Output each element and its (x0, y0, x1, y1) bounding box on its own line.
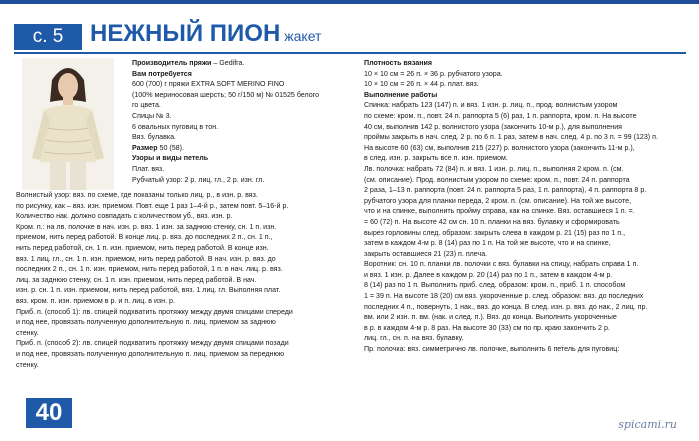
right-line: вырез горловины след. образом: закрыть слева в каждом р. 21 (15) раз по 1 п., (364, 228, 626, 237)
right-line: 1 = 39 п. На высоте 18 (20) см вяз. укороченные р. след. образом: вяз. до последних (364, 292, 644, 301)
intro-line: Производитель пряжи – Gedifra. (132, 59, 245, 67)
body-line: стенку. (16, 328, 39, 337)
right-line: Воротник: сн. 10 п. планки лв. полочки с вяз. булавки на спицу, набрать справа 1 п. (364, 260, 639, 269)
pattern-title (90, 20, 321, 48)
title-subtitle: жакет (284, 28, 322, 44)
top-bar (0, 0, 699, 4)
right-line: Пр. полочка: вяз. симметрично лв. полочке, выполнить 6 петель для пуговиц: (364, 345, 620, 354)
intro-line: Узоры и виды петель (132, 154, 209, 163)
right-line: последних 4 п., повернуть, 1 нак., вяз. до конца. В след. изн. р. вяз. до нак., 2 лиц. пр. (364, 302, 648, 311)
right-line: 10 × 10 см = 26 п. × 36 р. рубчатого узора. (364, 69, 503, 78)
body-line: приемом, нить перед работой. В конце лиц. р. вяз. до последних 2 п., сн. 1 п., (16, 233, 273, 242)
intro-line: Рубчатый узор: 2 р. лиц. гл., 2 р. изн. гл. (132, 175, 265, 184)
right-line: в след. изн. р. закрыть все п. изн. приемом. (364, 154, 508, 163)
body-line: вяз. кром. п. изн. приемом в р. и п. лиц. в изн. р. (16, 296, 175, 305)
right-line: (см. описание). Прод. волнистым узором по схеме: кром. п., повт. 24 п. раппорта (364, 175, 630, 184)
right-line: Лв. полочка: набрать 72 (84) п. и вяз. 1 изн. р. лиц. п., выполняя 2 кром. п. (см. (364, 164, 624, 173)
body-line: Приб. п. (способ 2): лв. спицей подхватить протяжку между двумя спицами позади (16, 339, 289, 348)
page-number: 40 (26, 398, 72, 428)
body-line: лиц. за заднюю стенку, сн. 1 п. изн. приемом, нить перед работой. В нач. (16, 275, 257, 284)
body-line: последних 2 п., сн. 1 п. изн. приемом, нить перед работой, 1 п. в нач. лиц. р. вяз. (16, 265, 283, 274)
body-line: Приб. п. (способ 1): лв. спицей подхватить протяжку между двумя спицами спереди (16, 307, 293, 316)
right-line: в р. в каждом 4-м р. 8 раз. На высоте 30 (33) см по пр. краю закончить 2 р. (364, 323, 610, 332)
body-line: Количество нак. должно совпадать с количеством уб., вяз. изн. р. (16, 212, 233, 221)
right-line: по схеме: кром. п., повт. 24 п. раппорта 5 (6) раз, 1 п. раппорта, кром. п. На высоте (364, 111, 637, 120)
site-watermark: spicami.ru (618, 418, 677, 431)
body-line: и под нее, провязать полученную дополнительную п. лиц. приемом за заднюю (16, 318, 276, 327)
header-rule (14, 52, 686, 54)
left-body (16, 190, 293, 370)
intro-line: 600 (700) г пряжи EXTRA SOFT MERINO FINO (132, 80, 285, 89)
right-line: проймы закрыть в нач. след. 2 р. по 6 п. 1 раз, затем в нач. след. 4 р. по 3 п. = 99 (123) п. (364, 133, 658, 142)
right-line: 10 × 10 см = 26 п. × 44 р. плат. вяз. (364, 80, 479, 89)
intro-line: Размер 50 (58). (132, 143, 184, 152)
body-line: Волнистый узор: вяз. по схеме, где показаны только лиц. р., в изн. р. вяз. (16, 191, 258, 199)
right-line: 40 см, выполнив 142 р. волнистого узора (закончить 10-м р.), для выполнения (364, 122, 623, 131)
right-line: На высоте 60 (63) см, выполнив 215 (227) р. волнистого узора (закончить 11-м р.), (364, 143, 635, 152)
right-line: что и на спинке, выполнить пройму справа, как на спинке. Вяз. оставшиеся 1 п. =. (364, 207, 635, 216)
right-line: = 60 (72) п. На высоте 42 см сн. 10 п. планки на вяз. булавку и сформировать (364, 217, 620, 226)
right-line: рубчатого узора для планки переда, 2 кром. п. (см. описание). На той же высоте, (364, 196, 632, 205)
intro-line: Вяз. булавка. (132, 133, 177, 142)
model-photo (22, 58, 114, 190)
right-line: закрыть оставшиеся 21 (23) п. плеча. (364, 249, 488, 258)
right-line: вм. или 2 изн. п. вм. (нак. и след. п.). Вяз. до конца. Выполнить укороченные (364, 313, 617, 322)
body-line: нить перед работой, сн. 1 п. изн. приемом, нить перед работой. В конце изн. (16, 243, 269, 252)
right-line: Плотность вязания (364, 59, 432, 67)
body-line: и под нее, провязать полученную дополнительную п. лиц. приемом за переднюю (16, 349, 285, 358)
body-line: стенку. (16, 360, 39, 369)
right-line: Выполнение работы (364, 90, 438, 99)
body-line: вяз. 1 лиц. гл., сн. 1 п. изн. приемом, нить перед работой. В нач. изн. р. вяз. до (16, 254, 276, 263)
title-main: НЕЖНЫЙ ПИОН (90, 20, 281, 47)
intro-line: 6 овальных пуговиц в тон. (132, 122, 219, 131)
intro-line: Плат. вяз. (132, 164, 165, 173)
body-line: Кром. п.: на лв. полочке в нач. изн. р. вяз. 1 изн. за заднюю стенку, сн. 1 п. изн. (16, 222, 277, 231)
intro-line: Вам потребуется (132, 69, 192, 78)
right-line: затем в каждом 4-м р. 8 (14) раз по 1 п. На той же высоте, что и на спинке, (364, 239, 611, 248)
body-line: изн. р. сн. 1 п. изн. приемом, нить перед работой, вяз. 1 лиц. гл. Выполняя плат. (16, 286, 281, 295)
right-line: и вяз. 1 изн. р. Далее в каждом р. 20 (14) раз по 1 п., затем в каждом 4-м р. (364, 270, 613, 279)
pattern-number-badge: с. 5 (14, 24, 82, 50)
right-line: 8 (14) раз по 1 п. Выполнить приб. след. образом: кром. п., приб. 1 п. способом (364, 281, 626, 290)
intro-line: (100% мериносовая шерсть; 50 г/150 м) № 01525 белого (132, 90, 320, 99)
body-line: по рисунку, как – вяз. изн. приемом. Повт. еще 1 раз 1–4-й р., затем повт. 5–16-й р. (16, 201, 289, 210)
intro-block (132, 58, 319, 185)
right-column (364, 58, 658, 355)
intro-line: Спицы № 3. (132, 111, 172, 120)
right-line: лиц. гл., сн. п. на вяз. булавку. (364, 334, 464, 343)
intro-line: го цвета. (132, 101, 161, 110)
right-line: 2 раза, 1–13 п. раппорта (повт. 24 п. раппорта 5 раз, 1 п. раппорта), 4 п. раппорта 8 р. (364, 186, 647, 195)
right-line: Спинка: набрать 123 (147) п. и вяз. 1 изн. р. лиц. п., прод. волнистым узором (364, 101, 618, 110)
